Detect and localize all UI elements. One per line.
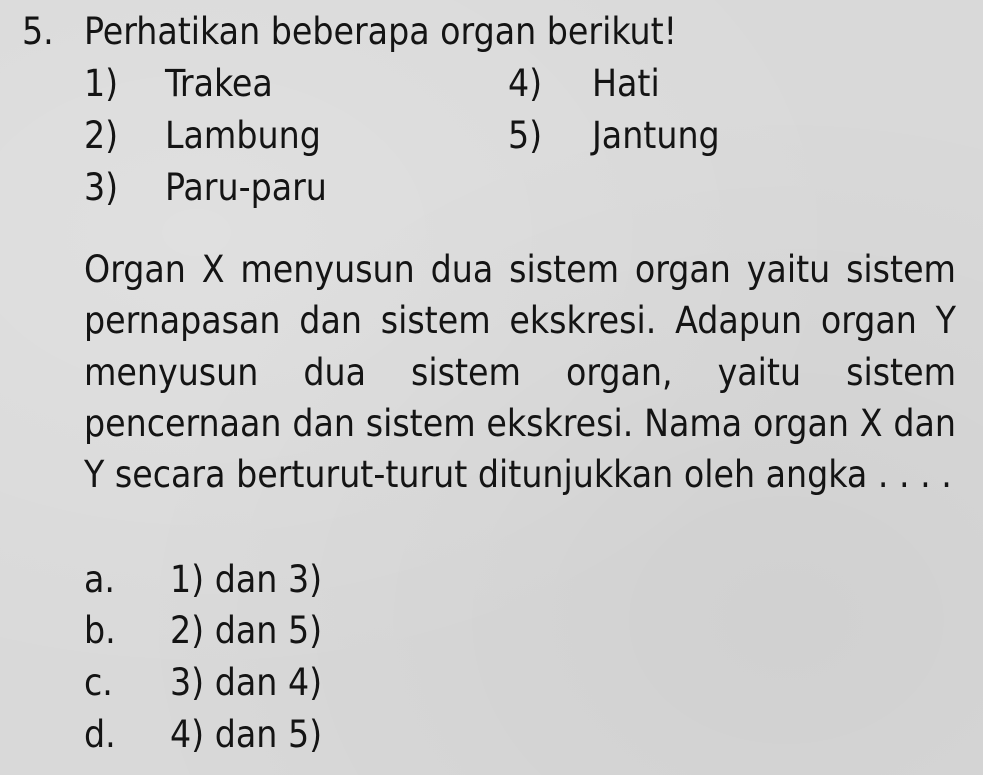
organ-5-number: 5) [508, 114, 543, 157]
option-d-text[interactable]: 4) dan 5) [170, 713, 323, 756]
organ-4-number: 4) [508, 62, 543, 105]
option-a-letter[interactable]: a. [84, 558, 115, 601]
question-prompt: Perhatikan beberapa organ berikut! [84, 10, 677, 53]
organ-1-label: Trakea [165, 62, 273, 105]
option-c-text[interactable]: 3) dan 4) [170, 661, 323, 704]
option-c-letter[interactable]: c. [84, 661, 113, 704]
option-b-text[interactable]: 2) dan 5) [170, 609, 323, 652]
organ-3-number: 3) [84, 166, 119, 209]
question-paragraph: Organ X menyusun dua sistem organ yaitu sistem pernapasan dan sistem ekskresi. Adapun organ Y menyusun dua sistem organ, yaitu sistem pencernaan dan sistem ekskresi. Nama organ X dan Y secara berturut-turut ditunjukkan oleh angka . . . . [84, 248, 956, 497]
organ-1-number: 1) [84, 62, 119, 105]
option-a-text[interactable]: 1) dan 3) [170, 558, 323, 601]
organ-3-label: Paru-paru [165, 166, 327, 209]
option-b-letter[interactable]: b. [84, 609, 116, 652]
organ-2-number: 2) [84, 114, 119, 157]
organ-2-label: Lambung [165, 114, 321, 157]
question-number: 5. [22, 10, 54, 53]
organ-5-label: Jantung [592, 114, 720, 157]
organ-4-label: Hati [592, 62, 660, 105]
option-d-letter[interactable]: d. [84, 713, 116, 756]
